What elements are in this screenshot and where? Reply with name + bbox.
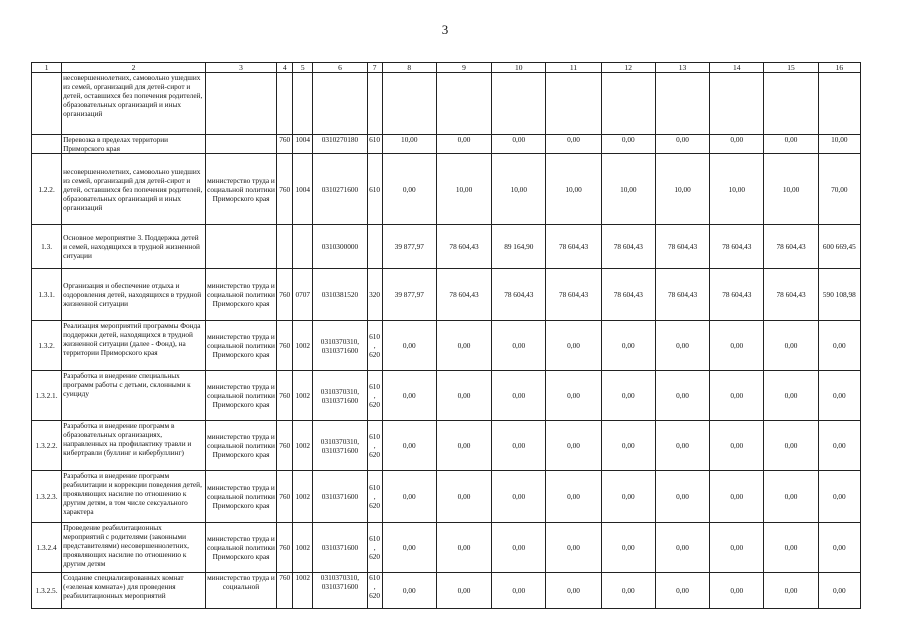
year-value: 0,00 (546, 523, 601, 573)
csr-code: 0310300000 (313, 225, 367, 269)
year-value: 78 604,43 (546, 225, 601, 269)
total-value: 70,00 (818, 154, 860, 225)
executor: министерство труда и социальной политики Приморского края (205, 421, 276, 471)
column-header: 16 (818, 63, 860, 73)
row-title: несовершеннолетних, самовольно ушедших из семей, организаций для детей-сирот и детей, оставшихся без попечения родителей, образовательных организаций и иных организаций (62, 154, 206, 225)
column-header: 6 (313, 63, 367, 73)
grbs-code: 760 (277, 421, 293, 471)
rzpr-code: 1002 (293, 371, 313, 421)
year-value: 0,00 (655, 523, 709, 573)
year-value: 0,00 (546, 421, 601, 471)
vr-code: 610 (367, 135, 382, 154)
year-value: 0,00 (710, 471, 764, 523)
year-value: 0,00 (764, 135, 818, 154)
rzpr-code (293, 225, 313, 269)
year-value: 78 604,43 (601, 225, 655, 269)
grbs-code: 760 (277, 321, 293, 371)
year-value: 0,00 (710, 321, 764, 371)
table-row (32, 154, 861, 225)
csr-code: 0310370310, 0310371600 (313, 573, 367, 609)
row-title: Проведение реабилитационных мероприятий с родителями (законными представителями) несовершеннолетних, проявляющих насилие по отношению к другим детям (62, 523, 206, 573)
year-value (655, 73, 709, 135)
row-title: Реализация мероприятий программы Фонда поддержки детей, находящихся в трудной жизненной ситуации (далее - Фонд), на территории Приморского края (62, 321, 206, 371)
year-value: 78 604,43 (655, 269, 709, 321)
year-value: 10,00 (710, 154, 764, 225)
year-value: 10,00 (382, 135, 436, 154)
row-number: 1.3.2.2. (32, 421, 62, 471)
table-row (32, 421, 861, 471)
total-value: 600 669,45 (818, 225, 860, 269)
column-header: 12 (601, 63, 655, 73)
year-value (382, 73, 436, 135)
total-value: 0,00 (818, 371, 860, 421)
table-row (32, 135, 861, 154)
column-header: 1 (32, 63, 62, 73)
year-value: 39 877,97 (382, 269, 436, 321)
total-value: 590 108,98 (818, 269, 860, 321)
column-header: 8 (382, 63, 436, 73)
column-header: 10 (492, 63, 546, 73)
year-value: 0,00 (601, 321, 655, 371)
year-value: 0,00 (492, 523, 546, 573)
year-value: 0,00 (492, 471, 546, 523)
table-row (32, 73, 861, 135)
year-value: 0,00 (546, 573, 601, 609)
year-value: 10,00 (492, 154, 546, 225)
vr-code: 610, 620 (367, 421, 382, 471)
row-number (32, 73, 62, 135)
row-number: 1.3. (32, 225, 62, 269)
year-value: 0,00 (382, 471, 436, 523)
year-value: 0,00 (382, 321, 436, 371)
year-value: 78 604,43 (655, 225, 709, 269)
year-value: 0,00 (710, 523, 764, 573)
year-value: 0,00 (436, 321, 491, 371)
total-value (818, 73, 860, 135)
table-row (32, 321, 861, 371)
year-value: 0,00 (382, 421, 436, 471)
year-value: 0,00 (601, 471, 655, 523)
row-number (32, 135, 62, 154)
total-value: 10,00 (818, 135, 860, 154)
csr-code: 0310370310, 0310371600 (313, 371, 367, 421)
year-value: 0,00 (764, 471, 818, 523)
rzpr-code: 1002 (293, 471, 313, 523)
column-header: 4 (277, 63, 293, 73)
year-value: 0,00 (492, 135, 546, 154)
year-value: 78 604,43 (436, 269, 491, 321)
rzpr-code: 1004 (293, 154, 313, 225)
year-value: 0,00 (546, 471, 601, 523)
vr-code: 610, 620 (367, 523, 382, 573)
vr-code: 610, 620 (367, 321, 382, 371)
rzpr-code: 0707 (293, 269, 313, 321)
year-value: 0,00 (710, 573, 764, 609)
total-value: 0,00 (818, 573, 860, 609)
year-value: 0,00 (710, 371, 764, 421)
rzpr-code: 1002 (293, 573, 313, 609)
year-value: 0,00 (655, 321, 709, 371)
year-value: 0,00 (601, 135, 655, 154)
year-value: 0,00 (436, 471, 491, 523)
year-value: 0,00 (382, 523, 436, 573)
header-row (32, 63, 861, 73)
total-value: 0,00 (818, 421, 860, 471)
table-row (32, 573, 861, 609)
year-value: 0,00 (655, 135, 709, 154)
grbs-code: 760 (277, 573, 293, 609)
executor: министерство труда и социальной политики Приморского края (205, 471, 276, 523)
row-number: 1.3.1. (32, 269, 62, 321)
csr-code: 0310370310, 0310371600 (313, 421, 367, 471)
row-number: 1.3.2. (32, 321, 62, 371)
executor (205, 135, 276, 154)
year-value: 89 164,90 (492, 225, 546, 269)
year-value: 0,00 (601, 523, 655, 573)
year-value: 0,00 (436, 421, 491, 471)
year-value: 0,00 (655, 421, 709, 471)
executor (205, 73, 276, 135)
row-title: Перевозка в пределах территории Приморского края (62, 135, 206, 154)
year-value: 0,00 (436, 573, 491, 609)
grbs-code: 760 (277, 269, 293, 321)
executor: министерство труда и социальной (205, 573, 276, 609)
year-value: 0,00 (710, 135, 764, 154)
executor: министерство труда и социальной политики Приморского края (205, 523, 276, 573)
year-value: 0,00 (492, 371, 546, 421)
year-value: 78 604,43 (764, 225, 818, 269)
executor: министерство труда и социальной политики Приморского края (205, 269, 276, 321)
csr-code: 0310270180 (313, 135, 367, 154)
year-value: 78 604,43 (546, 269, 601, 321)
year-value: 0,00 (436, 523, 491, 573)
executor: министерство труда и социальной политики Приморского края (205, 321, 276, 371)
grbs-code (277, 225, 293, 269)
executor: министерство труда и социальной политики Приморского края (205, 371, 276, 421)
table-row (32, 269, 861, 321)
year-value: 0,00 (764, 321, 818, 371)
rzpr-code (293, 73, 313, 135)
vr-code: 610, 620 (367, 573, 382, 609)
year-value: 78 604,43 (436, 225, 491, 269)
year-value: 78 604,43 (764, 269, 818, 321)
column-header: 11 (546, 63, 601, 73)
year-value (710, 73, 764, 135)
grbs-code: 760 (277, 471, 293, 523)
year-value: 10,00 (601, 154, 655, 225)
year-value: 0,00 (546, 321, 601, 371)
year-value: 0,00 (382, 573, 436, 609)
grbs-code: 760 (277, 135, 293, 154)
vr-code (367, 73, 382, 135)
year-value: 0,00 (655, 371, 709, 421)
year-value: 0,00 (655, 471, 709, 523)
csr-code: 0310371600 (313, 523, 367, 573)
year-value: 39 877,97 (382, 225, 436, 269)
row-number: 1.3.2.5. (32, 573, 62, 609)
year-value: 0,00 (601, 371, 655, 421)
row-number: 1.3.2.3. (32, 471, 62, 523)
row-title: Разработка и внедрение программ в образовательных организациях, направленных на профилактику травли и кибертравли (буллинг и кибербуллинг) (62, 421, 206, 471)
year-value (764, 73, 818, 135)
table-row (32, 471, 861, 523)
column-header: 2 (62, 63, 206, 73)
row-title: Организация и обеспечение отдыха и оздоровления детей, находящихся в трудной жизненной ситуации (62, 269, 206, 321)
column-header: 5 (293, 63, 313, 73)
csr-code: 0310371600 (313, 471, 367, 523)
grbs-code: 760 (277, 371, 293, 421)
grbs-code (277, 73, 293, 135)
csr-code: 0310271600 (313, 154, 367, 225)
rzpr-code: 1002 (293, 321, 313, 371)
row-number: 1.2.2. (32, 154, 62, 225)
vr-code (367, 225, 382, 269)
executor (205, 225, 276, 269)
row-title: Разработка и внедрение программ реабилитации и коррекции поведения детей, проявляющих насилие по отношению к другим детям, в том числе сексуального характера (62, 471, 206, 523)
year-value: 0,00 (764, 523, 818, 573)
table-row (32, 225, 861, 269)
csr-code (313, 73, 367, 135)
page-number: 3 (441, 22, 449, 37)
executor: министерство труда и социальной политики Приморского края (205, 154, 276, 225)
year-value: 0,00 (601, 421, 655, 471)
table-row (32, 371, 861, 421)
year-value: 0,00 (492, 321, 546, 371)
csr-code: 0310370310, 0310371600 (313, 321, 367, 371)
year-value: 0,00 (436, 135, 491, 154)
year-value: 0,00 (382, 371, 436, 421)
column-header: 14 (710, 63, 764, 73)
year-value: 78 604,43 (492, 269, 546, 321)
year-value (436, 73, 491, 135)
year-value: 0,00 (546, 135, 601, 154)
year-value: 78 604,43 (710, 225, 764, 269)
column-header: 13 (655, 63, 709, 73)
year-value: 0,00 (764, 573, 818, 609)
year-value: 0,00 (492, 573, 546, 609)
rzpr-code: 1004 (293, 135, 313, 154)
row-number: 1.3.2.1. (32, 371, 62, 421)
year-value (546, 73, 601, 135)
vr-code: 320 (367, 269, 382, 321)
rzpr-code: 1002 (293, 421, 313, 471)
total-value: 0,00 (818, 321, 860, 371)
table-row (32, 523, 861, 573)
row-title: Основное мероприятие 3. Поддержка детей и семей, находящихся в трудной жизненной ситуации (62, 225, 206, 269)
year-value: 0,00 (655, 573, 709, 609)
year-value: 10,00 (764, 154, 818, 225)
year-value: 0,00 (546, 371, 601, 421)
year-value: 10,00 (655, 154, 709, 225)
grbs-code: 760 (277, 154, 293, 225)
rzpr-code: 1002 (293, 523, 313, 573)
year-value: 10,00 (546, 154, 601, 225)
column-header: 15 (764, 63, 818, 73)
year-value: 0,00 (764, 421, 818, 471)
csr-code: 0310381520 (313, 269, 367, 321)
column-header: 3 (205, 63, 276, 73)
year-value: 10,00 (436, 154, 491, 225)
year-value: 0,00 (436, 371, 491, 421)
vr-code: 610 (367, 154, 382, 225)
year-value: 0,00 (764, 371, 818, 421)
vr-code: 610, 620 (367, 471, 382, 523)
total-value: 0,00 (818, 471, 860, 523)
year-value (601, 73, 655, 135)
year-value: 78 604,43 (710, 269, 764, 321)
year-value: 0,00 (710, 421, 764, 471)
column-header: 9 (436, 63, 491, 73)
total-value: 0,00 (818, 523, 860, 573)
vr-code: 610, 620 (367, 371, 382, 421)
grbs-code: 760 (277, 523, 293, 573)
year-value: 0,00 (382, 154, 436, 225)
year-value: 0,00 (492, 421, 546, 471)
row-title: Разработка и внедрение специальных программ работы с детьми, склонными к суициду (62, 371, 206, 421)
year-value: 0,00 (601, 573, 655, 609)
column-header: 7 (367, 63, 382, 73)
row-number: 1.3.2.4 (32, 523, 62, 573)
year-value: 78 604,43 (601, 269, 655, 321)
year-value (492, 73, 546, 135)
budget-table (31, 62, 861, 609)
row-title: Создание специализированных комнат («зеленая комната») для проведения реабилитационных мероприятий (62, 573, 206, 609)
row-title: несовершеннолетних, самовольно ушедших из семей, организаций для детей-сирот и детей, оставшихся без попечения родителей, образовательных организаций и иных организаций (62, 73, 206, 135)
